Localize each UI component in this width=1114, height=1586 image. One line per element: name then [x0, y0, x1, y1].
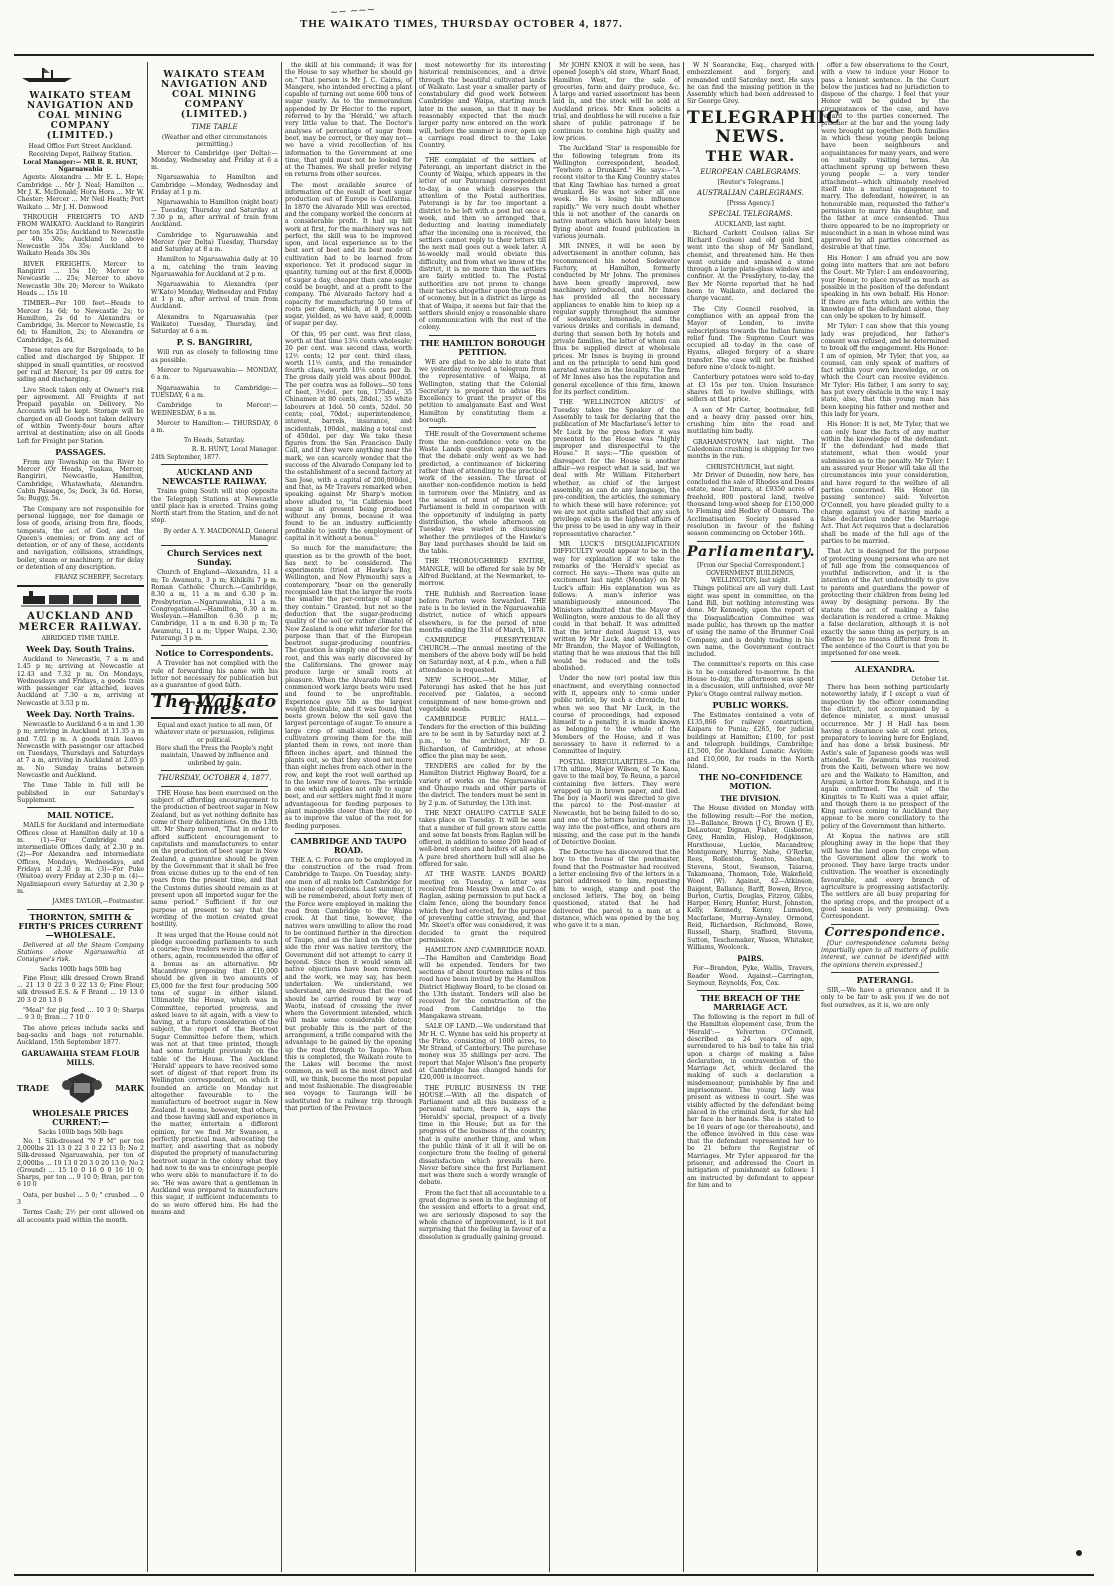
masthead-title: THE WAIKATO TIMES, THURSDAY OCTOBER 4, 1877.: [300, 18, 623, 30]
divider: [161, 645, 268, 646]
dateline: THURSDAY, OCTOBER 4, 1877.: [157, 773, 272, 782]
oats-prices: Oats, per bushel ... 5 0; " crushed ... 0 3: [17, 1191, 144, 1207]
church-heading: Church Services next Sunday.: [166, 548, 263, 568]
anr-signature: By order A. Y. MACDONALD, General Manager.: [163, 527, 278, 543]
col4-para-9: TENDERS are called for by the Hamilton District Highway Board, for a variety of works on the Ngaruawahia and Ohaupo roads and other parts of the district. The tenders must be sent in by 2 p.m. of Saturday, the 13th inst.: [419, 763, 546, 807]
thornton-text: Delivered at all the Steam Company Stations above Ngaruawahia at Consignee's risk.: [17, 941, 144, 964]
division-text: The House divided on Monday with the following result:—For the motion, 33—Ballance, Brown (J C), Brown (J E), DeLautour, Dignan, Fisher, Gisborne, Grey, Hamlin, Hislop, Hodgkinson, Hursthouse, Luckie, Macandrew, Montgomery, Murray, Nahe, O'Rorke, Rees, Rolleston, Seaton, Sheehan, Stevens, Stout, Swanson, Taiaroa, Takamoana, Thomson, Tole, Wakefield, Wood (W). Against, 42—Atkinson, Baigent, Ballance, Barff, Bowen, Bryce, Burton, Curtis, Douglas, Fitzroy, Gibbs, Harper, Henry, Hunter, Hurst, Johnston, Kelly, Kennedy, Kenny, Lumsden, Macfarlane, Murray-Aynsley, Ormond, Reid, Richardson, Richmond, Rowe, Russell, Sharp, Stafford, Stevens, Sutton, Teschemaker, Wason, Whitaker, Williams, Woolcock.: [687, 805, 814, 951]
column-1: [14, 62, 148, 1572]
col4-para-14: THE PUBLIC BUSINESS IN THE HOUSE.—With all the dispatch of Parliament and all this business of a personal nature, there is, says the 'Herald's' special, prospect of a lively time in the House; but as for the progress of the business of the country, that is quite another thing, and when the public think of it all it will be on conjecture from the feeling of general dissatisfaction which prevails here. Never before since the first Parliament met was there such a wordy wrangle of debate.: [419, 1084, 546, 1187]
no-confidence-heading: THE NO-CONFIDENCE MOTION.: [698, 772, 803, 792]
parliamentary-heading: Parliamentary.: [687, 543, 816, 560]
alexandra-heading: ALEXANDRA.: [855, 663, 915, 674]
auckland-3: Canterbury potatoes were sold to-day at £3 15s per ton. Union Insurance shares fell to twelve shillings, with sellers at that price.: [687, 374, 814, 404]
divider: [831, 661, 939, 662]
auckland-dateline: AUCKLAND, last night.: [714, 221, 787, 229]
editorial-1: THE House has been exercised on the subject of affording encouragement to the production of beetroot sugar in New Zealand, but as yet nothing definite has come of their deliberations. On the 13th ult. Mr Sharp moved, "That in order to afford sufficient encouragement to capitalists and manufacturers to enter on the production of beet sugar in New Zealand, a guarantee should be given by the Government that it shall be free from excise duties up to the end of ten years from the present time, and that the Customs duties should remain as at present upon all imported sugar for the same period." Sufficient it for our purpose at present to say that the wording of the motion created great hostility.: [151, 789, 278, 929]
breach-heading: THE BREACH OF THE MARRIAGE ACT.: [700, 993, 801, 1013]
meal-prices: "Meal" for pig feed ... 10 3 0; Sharps ... 9 3 0; Bran ... 7 10 0: [17, 1006, 144, 1022]
divider: [161, 786, 268, 787]
bangiriri-1: Mercer to Ngaruawahia:— MONDAY, 6 a m.: [151, 367, 278, 382]
divider: [429, 427, 536, 428]
col5-para-8: The Detective has discovered that the boy to the house of the postmaster, found that the Postmaster had received a letter enclosing five of the letters in a parcel addressed to him, requesting him to weigh, stamp and post the enclosed letters. The boy, on being questioned, stated that he had delivered the parcel to a man at a distance, which was opened by the boy, who gave it to a man.: [553, 849, 680, 930]
ship-emblem-icon: [17, 64, 77, 84]
newspaper-page: [14, 62, 1094, 1572]
alexandra-2: At Kopua the natives are still ploughing away in the hope that they will have the land open for crops when the Government allow the work to proceed. They have large tracts under cultivation. The weather is exceedingly favourable, and every branch of agriculture is progressing satisfactorily. The settlers are all busy preparing for the spring crops, and the prospect of a good season is very promising. Own Correspondent.: [821, 832, 949, 921]
divider: [161, 545, 268, 546]
alexandra-date: October 1st.: [911, 675, 949, 683]
paterangi-text: SIR,—We have a grievance and it is only to be fair to ask you if we do not feel ourselves, as it is, we are only: [821, 987, 949, 1009]
divider: [161, 770, 268, 771]
col5-para-7: POSTAL IRREGULARITIES.—On the 17th ultimo, Major Wilson, of Te Kaoa, gave to the mail boy, Te Reuna, a parcel containing five letters. They were wrapped up in brown paper, and tied. The boy (a Maori) was directed to give the parcel to the Post-master at Newcastle, but he being failed to do so, and one of the letters having found its way into the post-office, and others are missing, and the case put in the hands of Detective Doolan.: [553, 758, 680, 846]
col7-para-3: Mr Tyler: I can show that this young lady was prejudiced, her father's consent was refused, and he determined to break off the engagement. His Honor: I am of opinion, Mr Tyler, that you, as counsel, can only speak of matters of fact within your own knowledge, or on which the Court can receive evidence. Mr Tyler: His father, I am sorry to say, has put every obstacle in the way. I may state, also, that this young man has been keeping his father and mother and this lady for years.: [821, 323, 949, 418]
reuter-note: [Reuter's Telegrams.]: [717, 178, 784, 186]
telegraphic-heading: TELEGRAPHIC NEWS.: [687, 107, 841, 147]
grahamstown: GRAHAMSTOWN, last night. The Caledonian crushing is shipping for two months in the run.: [687, 438, 814, 461]
motto-2: Here shall the Press the People's right maintain, Unawed by influence and unbribed by gain.: [155, 745, 274, 767]
bangiriri-heading: P. S. BANGIRIRI,: [176, 337, 253, 348]
col4-para-5: THE Rubbish and Recreation lease before Parton were forwarded. THE rate is to be levied in the Ngaruawahia district, notice of which appears elsewhere, is for the period of nine months ending the 31st of March, 1878.: [419, 590, 546, 635]
ad-title: WAIKATO STEAM NAVIGATION AND COAL MINING COMPANY (LIMITED.): [26, 91, 135, 142]
passages-heading: PASSAGES.: [55, 446, 106, 457]
paper-title: The Waikato Times.: [152, 691, 277, 719]
european-heading: EUROPEAN CABLEGRAMS.: [700, 167, 801, 176]
divider: [697, 990, 804, 991]
mail-heading: MAIL NOTICE.: [47, 810, 114, 821]
government-buildings: GOVERNMENT BUILDINGS, WELLINGTON, last night.: [706, 569, 795, 585]
road-heading: CAMBRIDGE AND TAUPO ROAD.: [290, 835, 407, 855]
train-icon: [21, 590, 141, 608]
coat-of-arms-icon: [62, 1071, 102, 1105]
pairs-heading: PAIRS.: [737, 954, 764, 964]
parliament-1: Things political are all very dull. Last night was spent in committee, on the Land Bill, but nothing interesting was done. Mr Kennedy, upon the report of the Disqualification Committee was made public, has thrown up the matter of using the name of the Brunner Coal Company, and is doubly trading in his own name, the Government contract included.: [687, 585, 814, 659]
terms: Terms Cash; 2½ per cent allowed on all accounts paid within the month.: [17, 1209, 144, 1224]
col4-para-11: AT THE WASTE LANDS BOARD meeting on Tuesday, a letter was received from Messrs Owen and Co. of Raglan, asking permission to put back a claim fence, along the boundary fence which they had erected, for the purpose of preventing cattle straying, and that Mr. Skeet's offer was considered, it was decided to grant the required permission.: [419, 871, 546, 944]
signature-date: 24th September, 1877.: [151, 453, 221, 461]
col7-para-1: offer a few observations to the Court, with a view to induce your Honor to pass a lenient sentence. In the Court below the justices had no jurisdiction to dispose of the charge. I feel that your Honor will be guided by the circumstances of the case, and have regard to the parties concerned. The prisoner at the bar and the young lady were brought up together. Both families in which these young people belong have been neighbours and acquaintances for many years, and were on mutually visiting terms. An attachment sprung up between these young people — a very tender attachment—which ultimately resolved itself into a mutual engagement to marry. The defendant, however, is an honourable man, requested the father's permission to marry his daughter, and the father at once consented. Thus there appeared to be no impropriety or misconduct in a man in whose mind was approved by all parties concerned as desirable at that time.: [821, 62, 949, 252]
south-trains: Auckland to Newcastle, 7 a m and 1.45 p m; arriving at Newcastle at 12.43 and 7.32 p m. On Mondays, Wednesdays and Fridays, a goods train with passenger car attached, leaves Auckland at 7.30 a m, arriving at Newcastle at 3.53 p m.: [17, 655, 144, 707]
col4-para-3: THE result of the Government scheme from the non-confidence vote on the Waste Lands question appears to be that the debate only went as we had predicted, a continuance of bickering rather than of attending to the practical work of the session. The threat of another non-confidence motion is held in terrorem over the Ministry, and as the session of most of the week at Parliament is held in comparison with the opportunity of indulging in party distribution, the whole afternoon on Tuesday was wasted in discussing whether the privileges of the Hawke's Bay land purchases should be laid on the table.: [419, 431, 546, 556]
bottom-rule: [14, 1574, 1094, 1576]
col5-para-1: Mr JOHN KNOX it will be seen, has opened Joseph's old store, Wharf Road, Hamilton West, for the sale of groceries, farm and dairy produce, &c. A large and varied assortment has been laid in, and the stock will be sold at Auckland prices. Mr Knox solicits a trial, and doubtless he will receive a fair share of public patronage if he continues to combine high quality and low prices.: [553, 62, 680, 142]
bangiriri-text: Will run as closely to following time as possible.: [151, 349, 278, 364]
col4-para-8: CAMBRIDGE PUBLIC HALL.—Tenders for the erection of this building are to be sent in by Saturday next at 2 p.m., to the architect, Mr D. Richardson, of Cambridge, at whose office the plan may be seen.: [419, 716, 546, 760]
special-heading: SPECIAL TELEGRAMS.: [708, 210, 793, 219]
ad-freights: THROUGH FREIGHTS TO AND FROM WAIKATO. Auckland to Rangiriri per ton 35s 25s; Auckland to Newcastle ... 40s 30s; Auckland to above Newcastle 35s 35s; Auckland to Waikato Heads 30s 30s: [17, 213, 144, 258]
passages-text: From any Township on the River to Mercer (Or Heads, Tuakau, Mercer, Rangiriri, Newcastle, Hamilton, Cambridge, Whatawhata, Alexandra. Cabin Passage, 5s; Deck, 3s 6d. Horse, 5s; Buggy, 5s.: [17, 458, 144, 503]
supplement-note: The Time Table in full will be published in our Saturday's Supplement.: [17, 782, 144, 804]
mark-label: MARK: [115, 1082, 144, 1093]
col4-para-12: HAMILTON AND CAMBRIDGE ROAD.—The Hamilton and Cambridge Road will be expended. Tenders for two sections of about fourteen miles of this road have been invited by the Hamilton District Highway Board, to be closed on the 13th instant. Tenders will also be received for the construction of the road from Cambridge to the Mangakawa stream.: [419, 947, 546, 1020]
auckland-2: The City Council resolved, in compliance with an appeal from the Mayor of London, to invite subscriptions towards the Indian famine relief fund. The Supreme Court was occupied all to-day in the case of Hyams, alleged forgery of a share transfer. The case will not be finished before nine o'clock to-night.: [687, 305, 814, 372]
church-text: Church of England—Alexandra, 11 a m; Te Awamutu, 3 p m; Kihikihi 7 p m. Roman Catholic Church.—Cambridge, 8.30 a m, 11 a m and 6.30 p m. Presbyterian.—Ngaruawahia, 11 a m. Congregational.—Hamilton, 6.30 a m. Wesleyan.—Hamilton 6.30 p m; Cambridge, 11 a m and 6.30 p m; Te Awamutu, 11 a m; Upper Waipa, 2.30; Paterangi 3 p m.: [151, 569, 278, 643]
divider: [831, 972, 939, 973]
christchurch: Mr Driver of Dunedin, now here, has concluded the sale of Rhodes and Deans estate, near Timaru, at £9350 acres of freehold, 800 pastoral land, twelve thousand long-wool sheep for £150,000 to Fleming and Hedley of Oamaru. The Acclimatisation Society passed a resolution in favour of the fishing season commencing on October 16th.: [687, 471, 814, 538]
war-heading: THE WAR.: [705, 148, 796, 165]
correspondent-note: [From our Special Correspondent.]: [697, 561, 804, 569]
christchurch-dateline: CHRISTCHURCH, last night.: [706, 463, 795, 471]
division-heading: THE DIVISION.: [720, 794, 781, 804]
correspondence-note: [Our correspondence columns being impartially open to all matters of public interest, we cannot be identified with the opinions therein expressed.]: [821, 939, 949, 969]
divider: [161, 464, 268, 465]
ad-timber: TIMBER—Per 100 feet—Heads to Mercer 1s 6d; to Newcastle 2s; to Hamilton, 2s 6d to Alexandra or Cambridge, 3s. Mercer to Newcastle, 1s 6d; to Hamilton, 2s; to Alexandra or Cambridge, 2s 6d.: [17, 300, 144, 344]
paterangi-heading: PATERANGI.: [856, 975, 914, 986]
column-2: [148, 62, 282, 1572]
postmaster: JAMES TAYLOR,—Postmaster.: [52, 898, 144, 906]
wholesale-columns: Sacks 100lb bags 50lb bags: [38, 1129, 123, 1137]
bangiriri-3: Cambridge to Mercer:— WEDNESDAY, 6 a m.: [151, 402, 278, 417]
bangiriri-5: To Heads, Saturday.: [184, 437, 245, 445]
timetable-note: (Weather and other circumstances permitting.): [161, 134, 268, 149]
column-7: [818, 62, 952, 1572]
divider: [697, 541, 804, 542]
timetable-7: Alexandra to Ngaruawahia (per Waikato) Tuesday, Thursday, and Saturday at 6 a m.: [151, 313, 278, 336]
top-rule: [14, 54, 1094, 56]
mills-heading: GARUAWAHIA STEAM FLOUR MILLS.: [21, 1049, 140, 1068]
timetable-3: Ngaruawahia to Hamilton (night boat)— Tuesday, Thursday and Saturday at 7.30 p m, after arrival of train from Auckland.: [151, 199, 278, 229]
divider: [295, 833, 402, 834]
masthead: [0, 0, 1114, 58]
south-trains-heading: Week Day. South Trains.: [26, 643, 135, 654]
col4-para-7: NEW SCHOOL.—Mr Miller, of Paterangi has asked that he has just received per Galatea, a second consignment of new home-grown and vegetable seeds.: [419, 676, 546, 714]
divider: [17, 585, 144, 587]
wholesale-rows: No. 1 Silk-dressed "N P M" per ton 2,000lbs 21 13 0 22 3 0 22 13 0; No 2 Silk-dressed Ngaruawahia, per ton of 2,000lbs ... 19 13 0 20 3 0 20 13 0; No 2 (Ground) ... 15 10 0 16 0 0 16 10 0; Sharps, per ton ... 9 10 0; Bran, per ton 6 10 0: [17, 1137, 144, 1189]
column-5: [550, 62, 684, 1572]
ad-office: Head Office Fort Street Auckland. Receiving Depot, Railway Station.: [28, 143, 133, 158]
timetable-4: Cambridge to Ngaruawahia and Mercer (per Delta) Tuesday, Thursday and Saturday at 8 a m.: [151, 231, 278, 254]
auckland-1: Richard Carkett Coulson (alias Sir Richard Coulson) and old gold bird, went into the shop of Mr Sandland, chemist, and threatened him. He then went outside and smashed a stone through a large plate-glass window and confiner. At the Presbytery, to-day, the Rev Mr Norrie reported that he had been to Waikato, and declared the charge vacant.: [687, 229, 814, 303]
bangiriri-4: Mercer to Hamilton:— THURSDAY, 6 a m.: [151, 419, 278, 435]
col7-para-5: That Act is designed for the purpose of protecting young persons who are not of full age from the consequences of youthful indiscretion, and it is the intention of the Act undoubtedly to give to parents and guardians the power of protecting their children from being led away by designing persons. By the statute the act of making a false declaration is rendered a crime. Making a false declaration, although it is not exactly the same thing as perjury, is an offence by no means different from it. The sentence of the Court is that you be imprisoned for one week.: [821, 548, 949, 658]
road-text: THE A. C. Force are to be employed in the construction of the road from Cambridge to Taupo. On Tuesday, sixty-one men of all ranks left Cambridge for the scene of operations. Last summer, it will be remembered, about forty men of the Force were employed in making the road from Cambridge to the Waipa creek. At that time, however, the natives were unwilling to allow the road to be continued further in the direction of Taupo, and as the land on the other side the river was native territory, the Government did not attempt to carry it beyond. Since then it would seem all native objections have been removed, and the work, we may say, has been undertaken. We understand, we understand, are desirous that the road should be carried round by way of Waotu, instead of crossing the river where the Government intended, which will make some considerable detour, but probably this is the part of the arrangement, a trifle compared with the advantage to be gained by the opening up the road through to Taupo. When this is completed, the Waikato route to the Lakes will become the most common, as well as the most direct and will, we think, become the most popular and most fashionable. The disagreeable sea voyage to Tauranga will be substituted for a railway trip through that portion of the Province: [285, 856, 412, 1112]
secretary: FRANZ SCHERFF, Secretary.: [54, 574, 144, 582]
ad-agents: Agents: Alexandra ... Mr E. L. Hope; Cambridge ... Mr J. Neal; Hamilton ... Mr J. K. McDonald; Hora Hora ... Mr W. Chester; Mercer ... Mr Neil Heath; Port Waikato ... Mr J. H. Donwood: [17, 174, 144, 211]
alexandra-1: There has been nothing particularly noteworthy lately, if I except a visit of inspection by the officer commanding the district, not accompanied by a defence minister, a most unusual occurrence. Mr J H Hall has been having a clearance sale at cost prices, preparatory to leaving here for England, and has done a brisk business. Mr Astle's sale of Japanese goods was well attended. Te Awamutu has received from the Kaiti, between where we now are and the Waikato to Hamilton, and Arapuni, a letter from Kohanga, and it is again confirmed. The visit of the Kingites to Te Kuiti was a quiet affair, and though there is no prospect of the King natives coming to Auckland they appear to be more conciliatory to the policy of the Government than hitherto.: [821, 684, 949, 830]
col4-para-10: THE NEXT OHAUPO CATTLE SALE takes place on Tuesday. It will be seen that a number of full grown store cattle and some fat beasts from Raglan will be offered, in addition to some 200 head of well-bred steers and heifers of all ages. A pure bred shorthorn bull will also be offered for sale.: [419, 809, 546, 868]
thornton-heading: THORNTON, SMITH & FIRTH'S PRICES CURRENT—WHOLESALE.: [18, 911, 143, 940]
notice-text: A Traveler has not complied with the rule of forwarding his name with his letter not necessary for publication but as a guarantee of good faith.: [151, 660, 278, 690]
notice-heading: Notice to Correspondents.: [155, 648, 274, 659]
prices-note: The above prices include sacks and bag-sacks and bags not returnable. Auckland, 15th September 1877.: [17, 1024, 144, 1047]
col6-para-1: W N Searancke, Esq., charged with embezzlement and forgery, and remanded until Saturday next. He says he can find the missing petition in the Assembly which had been addressed to Sir George Grey.: [687, 62, 814, 106]
column-6: [684, 62, 841, 1572]
bangiriri-2: Ngaruawahia to Cambridge:— TUESDAY, 6 a m.: [151, 384, 278, 399]
column-4: [416, 62, 550, 1572]
trademark-block: [17, 1071, 144, 1105]
anr-heading: AUCKLAND AND NEWCASTLE RAILWAY.: [162, 467, 267, 487]
col5-para-2: The Auckland 'Star' is responsible for the following telegram from its Wellington correspondent, headed, "Tewhero a Drunkard." He says:—"A recent visitor to the King Country states that King Tawhiao has turned a great drunkard. He was not sober all one week. He is losing his influence rapidly." We very much doubt whether this is not another of the canards on native matters which have lately been flying about and found publication in various journals.: [553, 145, 680, 240]
col5-para-3: MR INNES, it will be seen by advertisement in another column, has recommenced his noted Sodawater Factory, at Hamilton, formerly conducted by Mr Johns. The premises have been greatly improved, new machinery introduced, and Mr Innes has provided all the necessary appliances to enable him to keep up a regular supply throughout the summer of sodawater, lemonade, and the various drinks and cordials in demand, during that season both by hotels and private families, the latter of whom can thus be supplied direct at wholesale prices. Mr Innes is buying in ground and on the principle to send him good aerated waters in the locality. The firm of Mr Innes also has the reputation and general excellence of this firm, known for its perfect condition.: [553, 243, 680, 397]
beet-para-3: Of this, 95 per cent. was first class, worth at that time 13⅛ cents wholesale; 20 per cent. was second class, worth 12½ cents; 12 per cent. third class, worth 11½ cents, and the remainder fourth class, worth 10⅛ cents per lb. The gross daily yield was about 900dol. The per contra was as follows—50 tons of beet, 3½dol. per ton, 175dol.; 35 Chinamen at 80 cents, 28dol.; 35 white labourers at 1dol. 50 cents, 52dol. 50 cents; coal, 70dol.; superintendence, interest, barrels, insurance, and incidentals, 100dol., making a total cost of 450dol. per day. We take these figures from the San Francisco Daily Call, and if they were anything near the mark, we can scarcely wonder that the success of the Alvarado Company led to the establishment of a second factory at San Jose, with a capital of 200,000dol., and that, as Mr Travers remarked when speaking against Mr Sharp's motion above alluded to, "in California beet sugar is at present being produced without any bonus, because it was found to be an industry sufficiently profitable to justify the employment of capital in it without a bonus.": [285, 330, 412, 542]
petition-text: WE are glad to be able to state that we yesterday received a telegram from the representative of Waipa, at Wellington, stating that the Colonial Secretary is prepared to advise His Excellency to grant the prayer of the petition to amalgamate East and West Hamilton by constituting them a borough.: [419, 358, 546, 425]
divider: [27, 807, 134, 808]
pairs-text: For—Brandon, Pyke, Wallis, Travers, Reader Wood. Against—Carrington, Seymour, Reynolds, Fox, Cox.: [687, 965, 814, 987]
correspondence-heading: Correspondence.: [824, 924, 946, 939]
thornton-columns: Sacks 100lb bags 50lb bag: [39, 966, 122, 974]
col7-para-4: His Honor: It is not, Mr Tyler, that we can only hear the facts of any matter within the knowledge of the defendant. If the defendant had made that statement, what then would your submission as to the penalty. Mr Tyler: I am assured your Honor will take all the circumstances into your consideration, and have regard to the welfare of all parties concerned. His Honor (in passing sentence) said: Yelverton O'Connell, you have pleaded guilty to a charge against you of having made a false declaration under the Marriage Act. That Act requires that a declaration shall be made of the full age of the parties to be married.: [821, 421, 949, 545]
public-works-heading: PUBLIC WORKS.: [712, 699, 789, 710]
company-notice: The Company are not responsible for personal luggage, nor for damage or loss of goods, arising from fire, floods, tempests, the act of God, and the Queen's enemies; or from any act of detention, or of any of these, accidents and navigation, collisions, strandings, boiler, steam or machinery, or for delay or detention of any description.: [17, 505, 144, 572]
decorative-scrawl: ~~ ~~~: [329, 4, 376, 19]
motto-1: Equal and exact justice to all men, Of whatever state or persuasion, religious or political.: [154, 722, 275, 744]
col5-para-6: Under the new (or) postal law this enactment, and everything connected with it, appears only to come under public notice, by such a chronicle, but when we see that Mr Luck, in the course of proceedings, had exposed himself to a penalty, it is made known as belonging to the whole of the Members of the House, and it was necessary to have it referred to a Committee of Inquiry.: [553, 675, 680, 756]
ad-river-freights: RIVER FREIGHTS. Mercer to Rangiriri ... 15s 10; Mercer to Newcastle ... 25s; Mercer to above Newcastle 30s 20; Mercer to Waikato Heads ... 15s 10: [17, 260, 144, 297]
col4-para-4: THE THOROUGHBRED ENTIRE, MANGLE, will be offered for sale by Mr Alfred Buckland, at the Newmarket, to-morrow.: [419, 558, 546, 588]
wholesale-heading: WHOLESALE PRICES CURRENT:—: [32, 1108, 129, 1128]
trade-label: TRADE: [17, 1082, 49, 1093]
timetable-6: Ngaruawahia to Alexandra (per W'Kato) Monday, Wednesday and Friday at 1 p m, after arrival of train from Auckland.: [151, 281, 278, 311]
beet-para-4: So much for the manufacture; the question as to the growth of the beet, has next to be considered. The experiments (tried at Hawke's Bay, Wellington, and New Plymouth) says a contemporary, "bear on the generally recognised law that the larger the roots the smaller the per-centage of sugar they contain." Granted, but not so the deduction that the sugar-producing quality of the soil (or rather climate) of New Zealand is one whit inferior for the purpose than that of the European beetroot sugar-producing countries. The question is simply one of the size of root, and this was early discovered by the Californians. The grower may produce large or small roots at pleasure. When the Alvarado Mill first commenced work large beets were used and found to be unprofitable. Experience gave 5lb as the largest weight desirable, and it was found that beets grown below the soil gave the largest percentage of sugar. To ensure a large crop of small-sized roots, the cultivators growing them for the mill planted them in rows, not more than fifteen inches apart, and thinned the plants out, so that they stood not more than eight inches from each other in the row, and kept the root well earthed up to the lower row of leaves. The wrinkle in one which applies not only to sugar beet, and our settlers might find it more advantageous for feeding purposes to plant mangolds closer than they do, so as to improve the value of the root for feeding purposes.: [285, 545, 412, 830]
parliament-2: The committee's reports on this case is to be considered to-morrow. In the House to-day, the afternoon was spent in a discussion, still unfinished, over Mr Pyke's Otago central railway motion.: [687, 661, 814, 698]
australian-heading: AUSTRALIAN CABLEGRAMS.: [697, 189, 804, 198]
col7-para-2: His Honor: I am afraid you are now going into matters that are not before the Court. Mr Tyler: I am endeavouring, your Honor, to place myself as much as possible in the position of the defendant speaking in his own behalf. His Honor: If there are facts which are within the knowledge of the defendant alone, they can only be spoken to by himself.: [821, 254, 949, 321]
auckland-4: A son of Mr Carter, bootmaker, fell and a heavy dray passed over him, crushing him into the road and mutilating him badly.: [687, 406, 814, 436]
col4-para-2: THE complaint of the settlers of Paterangi, an important district in the County of Waipa, which appears in the letter of our Paterangi correspondent to-day, is one which deserves the attention of the Postal authorities. Paterangi is by far too important a district to be left with a post but once a week, and then so arranged that, deducting and leaving immediately after the incoming one is received, the settlers cannot reply to their letters till the next mail goes out a week later. A bi-weekly mail would obviate this difficulty, and from what we know of the district, it is no more than the settlers are fairly entitled to. The Postal authorities are not prone to change their tactics altogether upon the ground of economy, but in a district as large as that of Waipa, it seems but fair that the settlers should enjoy a reasonable share of communication with the rest of the colony.: [419, 156, 546, 332]
timetable-heading: TIME TABLE: [191, 123, 238, 131]
col4-para-1: most noteworthy for its interesting historical reminiscences, and a drive through the beautiful cultivated lands of Waikato. Last year a smaller party of constabulary did good work between Cambridge and Waipa, starting much later in the season, so that it may be reasonably expected that the much larger party now entered on the work will, before the summer is over, open up a carriage road direct to the Lake Country.: [419, 62, 546, 150]
abridged-timetable: ABRIDGED TIME TABLE.: [41, 634, 120, 642]
ad-rates: These rates are for Bargeloads, to be called and discharged by Shipper. If shipped in small quantities, or received per rail at Mercer, 1s per 09 extra for siding and discharging.: [17, 347, 144, 384]
press-note: [Press Agency.]: [727, 200, 774, 208]
anr-text: Trains going South will stop opposite the Telegraph Stations at Newcastle until place has is erected. Trains going North start from the Station, and do not stop.: [151, 488, 278, 525]
mail-notice: MAILS for Auckland and intermediate Offices close at Hamilton daily at 10 a m. (1)—For Cambridge and intermediate Offices daily, at 2.30 p m. (2)—For Alexandra and intermediate Offices, Mondays, Wednesdays, and Fridays at 2.30 p m. (3)—For Puke (Waitoa) every Friday at 2.30 p m. (4)—Ngaliniapouri every Saturday at 2.30 p m.: [17, 822, 144, 895]
ad-title-2: WAIKATO STEAM NAVIGATION AND COAL MINING COMPANY (LIMITED.): [160, 70, 269, 120]
signature: R. R. HUNT, Local Manager.: [191, 445, 278, 453]
ad-live-stock: Live Stock taken only at Owner's risk per agreement. All Freights if not Prepaid payable on Delivery. No Accounts will be kept. Storage will be charged on all Goods not taken delivery of within Twenty-four hours after arrival at destination; also on all Goods Left for Freight per Station.: [17, 386, 144, 445]
column-3: [282, 62, 416, 1572]
col4-para-6: CAMBRIDGE PRESBYTERIAN CHURCH.—The annual meeting of the members of the above body will be held on Saturday next, at 4 p.m., when a full attendance is requested.: [419, 637, 546, 674]
ad-agent: Local Manager:— MR R. R. HUNT, Ngaruawahia: [23, 158, 138, 174]
col5-para-5: MR LUCK'S DISQUALIFICATION DIFFICULTY would appear to be in the way for explanation if we take the remarks of the 'Herald's' special as correct. He says:—There was quite an excitement last night (Monday) on Mr Luck's affair. His explanation was as follows: A man's inferior was unambiguously announced. The Ministers admitted that the Mayor of Wellington, were anxious to do all they could in that behalf. It was admitted that the letter dated August 13, was written by Mr Luck, and addressed to Mr Brandon, the Mayor of Wellington, stating that he was anxious that the bill would be reduced and the tolls abolished.: [553, 541, 680, 673]
timetable-1: Mercer to Cambridge (per Delta):—Monday, Wednesday and Friday at 6 a m.: [151, 149, 278, 172]
col5-para-4: THE 'WELLINGTON ARGUS' of Tuesday takes the Speaker of the Assembly to task for declaring that the publication of Mr Macfarlane's letter to Mr Luck by the press before it was presented to the House was "highly improper and disrespectful to the House." It says:—"The question of disrespect for the House is another affair—we respect what is said, but we deal with Mr William Fitzherbert whether, as chief of the largest assembly, as can do any language, the pre-condition, the articles, the summary to which these will have reference; yet we are not quite satisfied that any such privilege exists in the highest affairs of the press to be used in any way in their representative character.": [553, 399, 680, 538]
editorial-2: It was urged that the House could not pledge succeeding parliaments to such a course; free traders were in arms, and others, again, recommended the offer of a bonus as an alternative. Mr Macandrew proposing that £10,000 should be given in two amounts of £5,000 for the first four producing 500 tons of sugar in either island. Ultimately the House, which was in Committee, reported progress, and asked leave to sit again, with a view to having, at a future consideration of the subject, the report of the Beetroot Sugar Committee before them, which was not at that time printed, though had some fortnight previously on the table of the House. The Auckland 'Herald' appears to have received some sort of digest of that report from its Wellington correspondent, on which it founded an article on Monday not altogether favourable to the manufacture of beetroot sugar in New Zealand. It seems, however, that others, and those having skill and experience in the matter, entertain a different opinion, for we find Mr Swanson, a perfectly practical man, advocating the matter, and asserting that as nobody disputed the propriety of manufacturing beetroot sugar in the colony what they had now to do was to encourage people who were able to manufacture it to do so. "He was aware that a gentleman in Auckland was prepared to manufacture this sugar, if sufficient inducements to do so were offered him. He had the means and: [151, 931, 278, 1216]
breach-text: The following is the report in full of the Hamilton elopement case, from the 'Herald':— Yelverton O'Connell, described as 24 years of age, surrendered to his bail to take his trial upon a charge of making a false declaration, in contravention of the Marriage Act, which declared the making of such a declaration a misdemeanour, punishable by fine and imprisonment. The young lady was present as witness in court. She was visibly affected by the defendant being placed in the criminal dock, for she hid her face in her hands. She is stated to be 16 years of age (or thereabouts), and the offence involved in this case was that the defendant represented her to be 21 before the Registrar of Marriages. Mr Tyler appeared for the prisoner, and addressed the Court in mitigation of punishment as follows: I am instructed by defendant to appear for him and to: [687, 1014, 814, 1189]
col4-para-13: SALE OF LAND.—We understand that Mr H. C. Wynne has sold his property at the Pirko, consisting of 1000 acres, to Mr Strand, of Canterbury. The purchase money was 35 shillings per acre. The report that Major Wilson's fine property at Cambridge has changed hands for £20,000 is incorrect.: [419, 1023, 546, 1082]
north-trains: Newcastle to Auckland 6 a m and 1.30 p m; arriving in Auckland at 11.35 a m and 7.02 p m. A goods train leaves Newcastle with passenger car attached on Tuesdays, Thursdays and Saturdays at 7 a m, arriving in Auckland at 2.05 p m. No Sunday trains between Newcastle and Auckland.: [17, 721, 144, 780]
timetable-2: Ngaruawahia to Hamilton and Cambridge —Monday, Wednesday and Friday at 1 p m.: [151, 174, 278, 197]
beet-para-1: the skill at his command; it was for the House to say whether he should go on." That person is Mr J. C. Cairns, of Mangere, who intended erecting a plant capable of turning out some 600 tons of sugar yearly. As to the memorandum appended by Dr Hector to the report, referred to by the 'Herald,' we attach very little value to that. The Doctor's analyses of percentage of sugar from beet, may be correct, or they may not—we have a vivid recollection of his information to the Government at one time, that gold must not be looked for at the Thames. We shall prefer relying on returns from other sources.: [285, 62, 412, 179]
flour-prices: Fine Flour, silk dressed Crown Brand ... 21 13 0 22 3 0 22 13 0; Fine Flour, silk dressed E.S. & F Brand ... 19 13 0 20 3 0 20 13 0: [17, 974, 144, 1004]
col4-para-15: From the fact that all accountable to a great degree is seen in the beginning of the session and efforts to a great end, we are seriously disposed to say the whole chance of improvement, is it not surprising that the feeling in favour of a dissolution is gradually gaining ground.: [419, 1189, 546, 1241]
ink-blot: [1076, 1550, 1082, 1556]
divider: [429, 153, 536, 154]
public-works: The Estimates contained a vote of £135,866 for railway construction, Kaipara to Punia; £265, for judicial buildings at Hamilton; £100, for post and telegraph buildings, Cambridge; £1,500, for Auckland Lunatic Asylum; and £10,000, for roads in the North Island.: [687, 711, 814, 770]
divider: [27, 909, 134, 910]
beet-para-2: The most available source of information of the result of beet sugar production out of Europe is California. In 1870 the Alvarado Mill was erected, and the company worked the concern at a considerable profit. It had up hill work at first, for the machinery was not perfect, the skill was to be improved upon, and local experience as to the best sort of beet and its best mode of cultivation had to be learned from experience. Yet it produced sugar in quantity, turning out at the first 8,000lb of sugar a day, cheaper than cane sugar could be bought, and at a profit to the company. The Alvarado factory had a capacity for manufacturing 50 tons of roots per diem, which, at 8 per cent. sugar, yielded, as we have said, 8,000lb of sugar per day.: [285, 181, 412, 328]
rail-title: AUCKLAND AND MERCER RAILWAY.: [18, 610, 143, 633]
petition-heading: THE HAMILTON BOROUGH PETITION.: [419, 337, 546, 357]
north-trains-heading: Week Day. North Trains.: [26, 709, 135, 719]
timetable-5: Hamilton to Ngaruawahia daily at 10 a m, catching the train leaving Ngaruawahia for Auckland at 2 p m.: [151, 256, 278, 279]
divider: [429, 335, 536, 336]
